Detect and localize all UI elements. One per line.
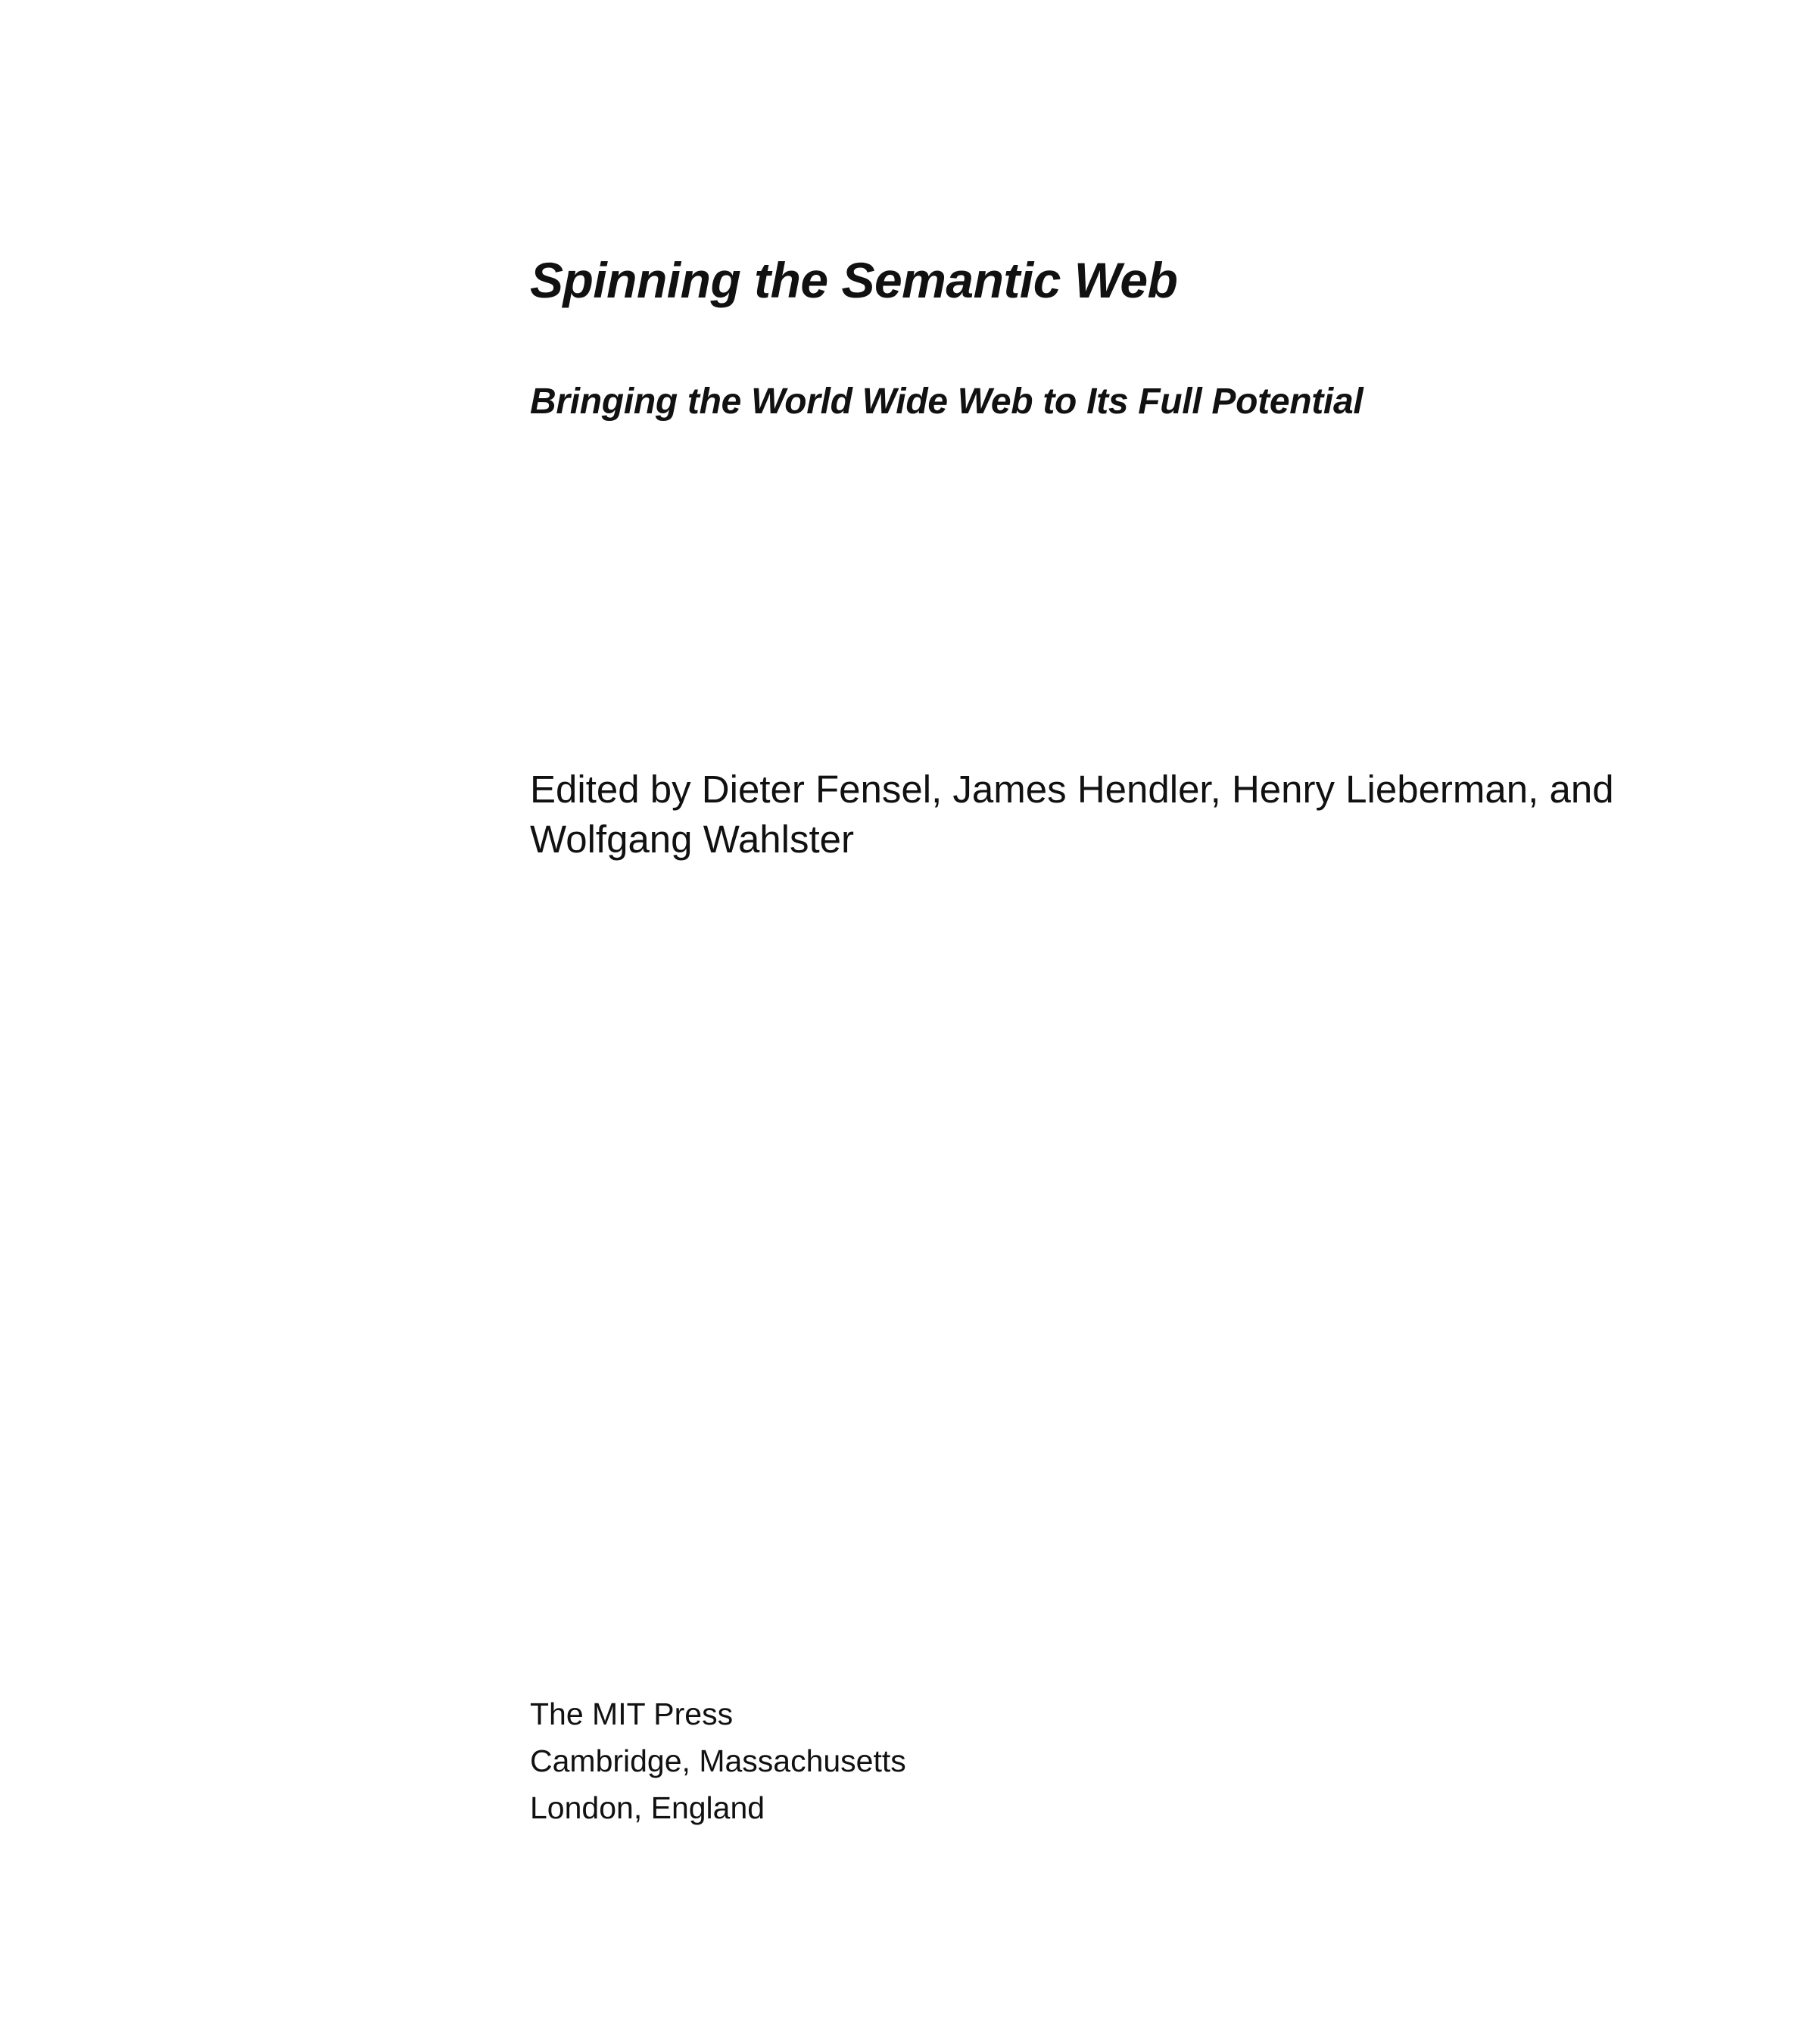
publisher-name: The MIT Press — [530, 1697, 734, 1731]
editors-line-2: Wolfgang Wahlster — [530, 818, 855, 861]
book-title: Spinning the Semantic Web — [530, 252, 1178, 308]
publisher-location-2: London, England — [530, 1790, 765, 1825]
book-subtitle: Bringing the World Wide Web to Its Full Potential — [530, 382, 1364, 422]
editors-credit — [530, 765, 1666, 865]
publisher-location-1: Cambridge, Massachusetts — [530, 1743, 906, 1778]
editors-line-1: Edited by Dieter Fensel, James Hendler, Henry Lieberman, and — [530, 768, 1614, 811]
publisher-imprint — [530, 1690, 906, 1831]
